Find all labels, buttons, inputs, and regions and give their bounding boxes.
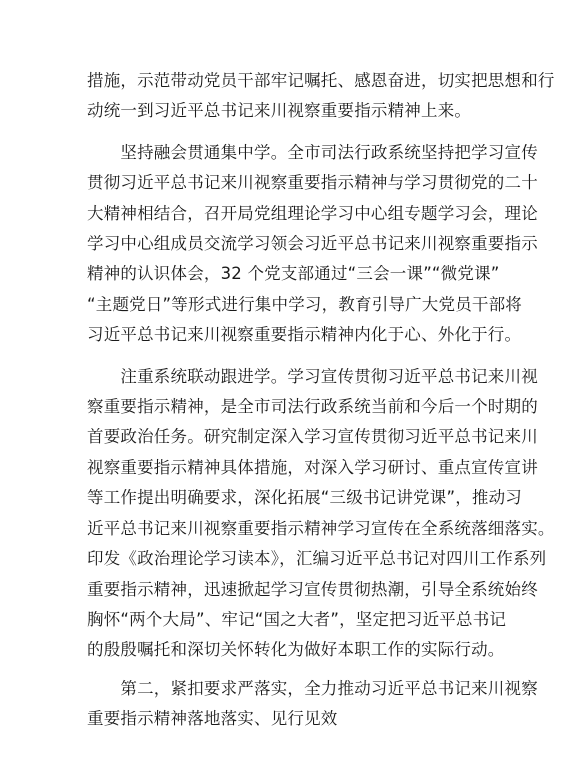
text-line: 措施，示范带动党员干部牢记嘱托、感恩奋进，切实把思想和行: [87, 71, 555, 90]
text-line: 察重要指示精神，是全市司法行政系统当前和今后一个时期的: [87, 397, 538, 417]
text-line: 注重系统联动跟进学。学习宣传贯彻习近平总书记来川视: [87, 366, 538, 386]
text-line: 近平总书记来川视察重要指示精神学习宣传在全系统落细落实。: [87, 518, 555, 538]
text-line: 首要政治任务。研究制定深入学习宣传贯彻习近平总书记来川: [87, 427, 538, 447]
text-line: 学习中心组成员交流学习领会习近平总书记来川视察重要指示: [87, 234, 538, 254]
text-line: 坚持融会贯通集中学。全市司法行政系统坚持把学习宣传: [87, 142, 538, 162]
text-line: 精神的认识体会，32 个党支部通过“三会一课”“微党课”: [87, 264, 500, 284]
text-line: 第二，紧扣要求严落实，全力推动习近平总书记来川视察: [87, 678, 538, 698]
text-line: 视察重要指示精神具体措施，对深入学习研讨、重点宣传宣讲: [87, 457, 538, 477]
text-line: 贯彻习近平总书记来川视察重要指示精神与学习贯彻党的二十: [87, 173, 538, 193]
text-line: 重要指示精神落地落实、见行见效: [87, 709, 338, 729]
text-line: 大精神相结合，召开局党组理论学习中心组专题学习会，理论: [87, 203, 538, 223]
text-line: 印发《政治理论学习读本》，汇编习近平总书记对四川工作系列: [87, 549, 547, 569]
text-line: 重要指示精神，迅速掀起学习宣传贯彻热潮，引导全系统始终: [87, 579, 538, 599]
document-body: [87, 66, 555, 735]
paragraph-3: [87, 362, 555, 666]
text-line: 动统一到习近平总书记来川视察重要指示精神上来。: [87, 101, 472, 121]
paragraph-1: [87, 66, 555, 127]
text-line: 胸怀“两个大局”、牢记“国之大者”，坚定把习近平总书记: [87, 609, 507, 629]
text-line: 的殷殷嘱托和深切关怀转化为做好本职工作的实际行动。: [87, 640, 505, 660]
text-line: 习近平总书记来川视察重要指示精神内化于心、外化于行。: [87, 325, 522, 345]
text-line: 等工作提出明确要求，深化拓展“三级书记讲党课”，推动习: [87, 488, 522, 508]
text-line: “主题党日”等形式进行集中学习，教育引导广大党员干部将: [87, 294, 522, 314]
paragraph-4: [87, 674, 538, 735]
paragraph-2: [87, 138, 538, 351]
